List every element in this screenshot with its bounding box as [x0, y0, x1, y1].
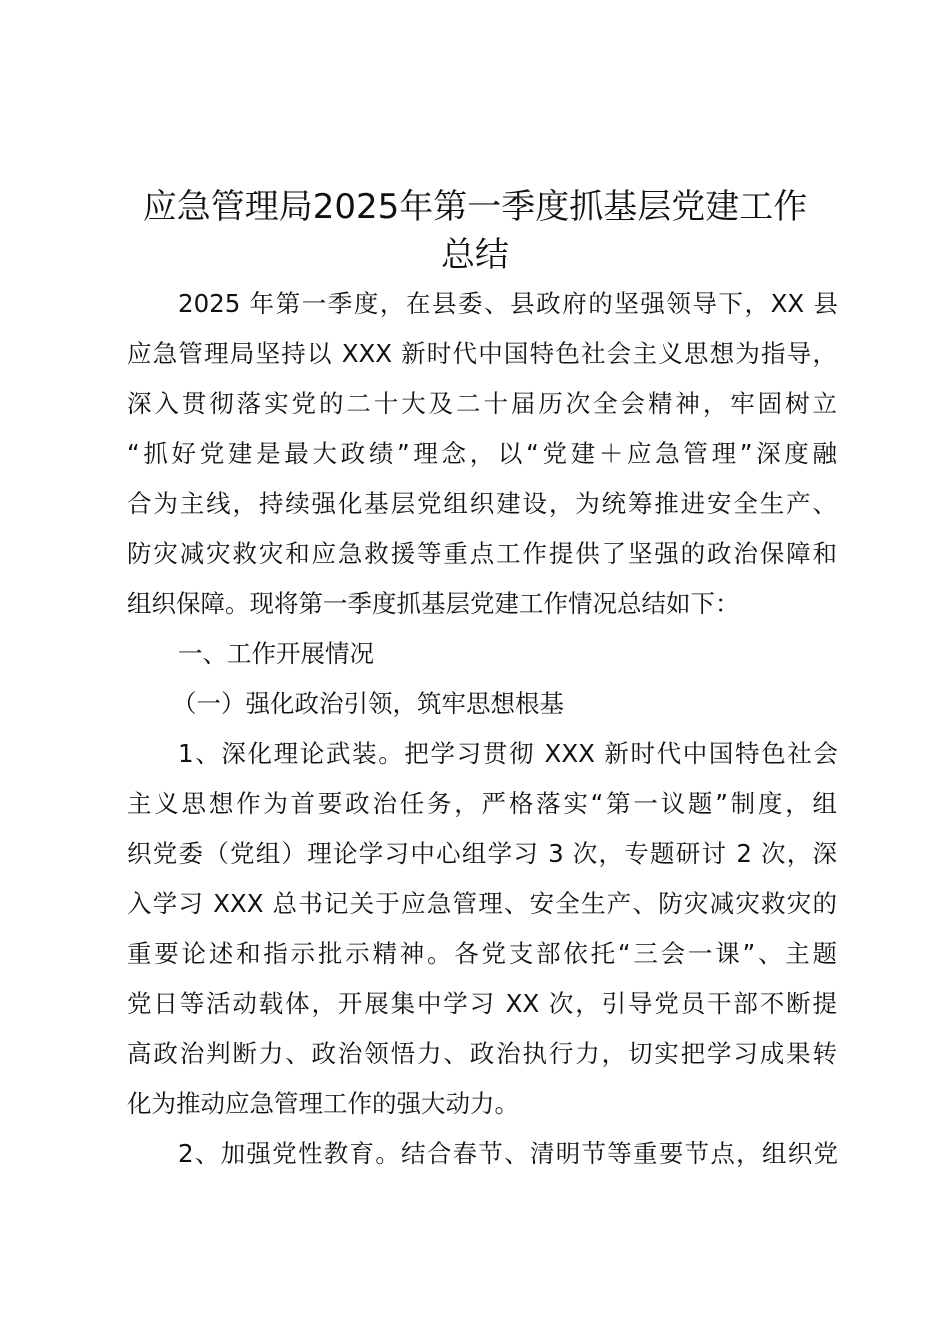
paragraph-line: 合为主线，持续强化基层党组织建设，为统筹推进安全生产、 [127, 489, 837, 518]
paragraph-line: 织党委（党组）理论学习中心组学习 3 次，专题研讨 2 次，深 [127, 839, 837, 868]
paragraph-line: 深入贯彻落实党的二十大及二十届历次全会精神，牢固树立 [127, 389, 837, 418]
paragraph-line: 主义思想作为首要政治任务，严格落实“第一议题”制度，组 [127, 789, 837, 818]
section-heading: 一、工作开展情况 [178, 639, 374, 668]
paragraph-line: 重要论述和指示批示精神。各党支部依托“三会一课”、主题 [127, 939, 837, 968]
paragraph-line: 应急管理局坚持以 XXX 新时代中国特色社会主义思想为指导， [127, 339, 837, 368]
paragraph-line: 入学习 XXX 总书记关于应急管理、安全生产、防灾减灾救灾的 [127, 889, 837, 918]
document-title-line-2: 总结 [441, 235, 509, 275]
paragraph-line: “抓好党建是最大政绩”理念，以“党建＋应急管理”深度融 [127, 439, 837, 468]
subsection-heading: （一）强化政治引领，筑牢思想根基 [172, 689, 564, 718]
paragraph-line: 化为推动应急管理工作的强大动力。 [127, 1089, 519, 1118]
document-title-line-1: 应急管理局2025年第一季度抓基层党建工作 [142, 187, 808, 227]
paragraph-line: 防灾减灾救灾和应急救援等重点工作提供了坚强的政治保障和 [127, 539, 837, 568]
paragraph-line: 1、深化理论武装。把学习贯彻 XXX 新时代中国特色社会 [178, 739, 838, 768]
paragraph-line: 党日等活动载体，开展集中学习 XX 次，引导党员干部不断提 [127, 989, 837, 1018]
paragraph-line: 2025 年第一季度，在县委、县政府的坚强领导下，XX 县 [178, 289, 838, 318]
paragraph-line: 2、加强党性教育。结合春节、清明节等重要节点，组织党 [178, 1139, 838, 1168]
paragraph-line: 高政治判断力、政治领悟力、政治执行力，切实把学习成果转 [127, 1039, 837, 1068]
paragraph-line: 组织保障。现将第一季度抓基层党建工作情况总结如下： [127, 589, 740, 618]
